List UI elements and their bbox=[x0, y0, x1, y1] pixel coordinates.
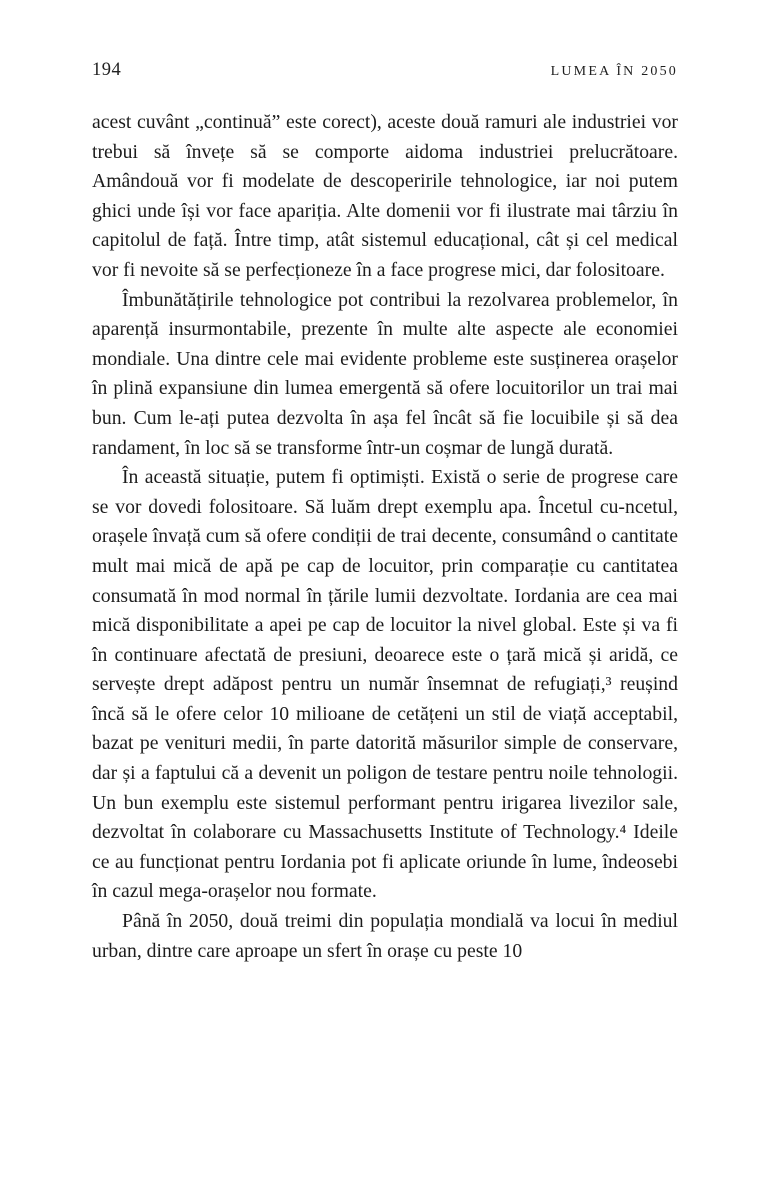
body-text bbox=[92, 108, 678, 966]
running-head-title: LUMEA ÎN 2050 bbox=[550, 64, 678, 79]
page-header bbox=[92, 60, 678, 81]
paragraph: Îmbunătățirile tehnologice pot contribui la rezolvarea problemelor, în aparență insurmontabile, prezente în multe alte aspecte ale economiei mondiale. Una dintre cele mai evidente probleme este susținerea orașelor în plină expansiune din lumea emergentă să ofere locuitorilor un trai mai bun. Cum le-ați putea dezvolta în așa fel încât să fie locuibile și să dea randament, în loc să se transforme într-un coșmar de lungă durată. bbox=[92, 288, 678, 459]
paragraph: În această situație, putem fi optimiști. Există o serie de progrese care se vor dovedi folositoare. Să luăm drept exemplu apa. Încetul cu-ncetul, orașele învață cum să ofere condiții de trai decente, consumând o cantitate mult mai mică de apă pe cap de locuitor, prin comparație cu cantitatea consumată în mod normal în țările lumii dezvoltate. Iordania are cea mai mică disponibilitate a apei pe cap de locuitor la nivel global. Este și va fi în continuare afectată de presiuni, deoarece este o țară mică și aridă, ce servește drept adăpost pentru un număr însemnat de refugiați,³ reușind încă să le ofere celor 10 milioane de cetățeni un stil de viață acceptabil, bazat pe venituri medii, în parte datorită măsurilor simple de conservare, dar și a faptului că a devenit un poligon de testare pentru noile tehnologii. Un bun exemplu este sistemul performant pentru irigarea livezilor sale, dezvoltat în colaborare cu Massachusetts Institute of Technology.⁴ Ideile ce au funcționat pentru Iordania pot fi aplicate oriunde în lume, îndeosebi în cazul mega-orașelor nou formate. bbox=[92, 466, 678, 903]
paragraph: Până în 2050, două treimi din populația mondială va locui în mediul urban, dintre care aproape un sfert în orașe cu peste 10 bbox=[92, 910, 678, 962]
paragraph: acest cuvânt „continuă” este corect), aceste două ramuri ale industriei vor trebui să învețe să se comporte aidoma industriei prelucrătoare. Amândouă vor fi modelate de descoperirile tehnologice, iar noi putem ghici unde își vor face apariția. Alte domenii vor fi ilustrate mai târziu în capitolul de față. Între timp, atât sistemul educațional, cât și cel medical vor fi nevoite să se perfecționeze în a face progrese mici, dar folositoare. bbox=[92, 111, 678, 281]
page-number: 194 bbox=[92, 60, 122, 80]
